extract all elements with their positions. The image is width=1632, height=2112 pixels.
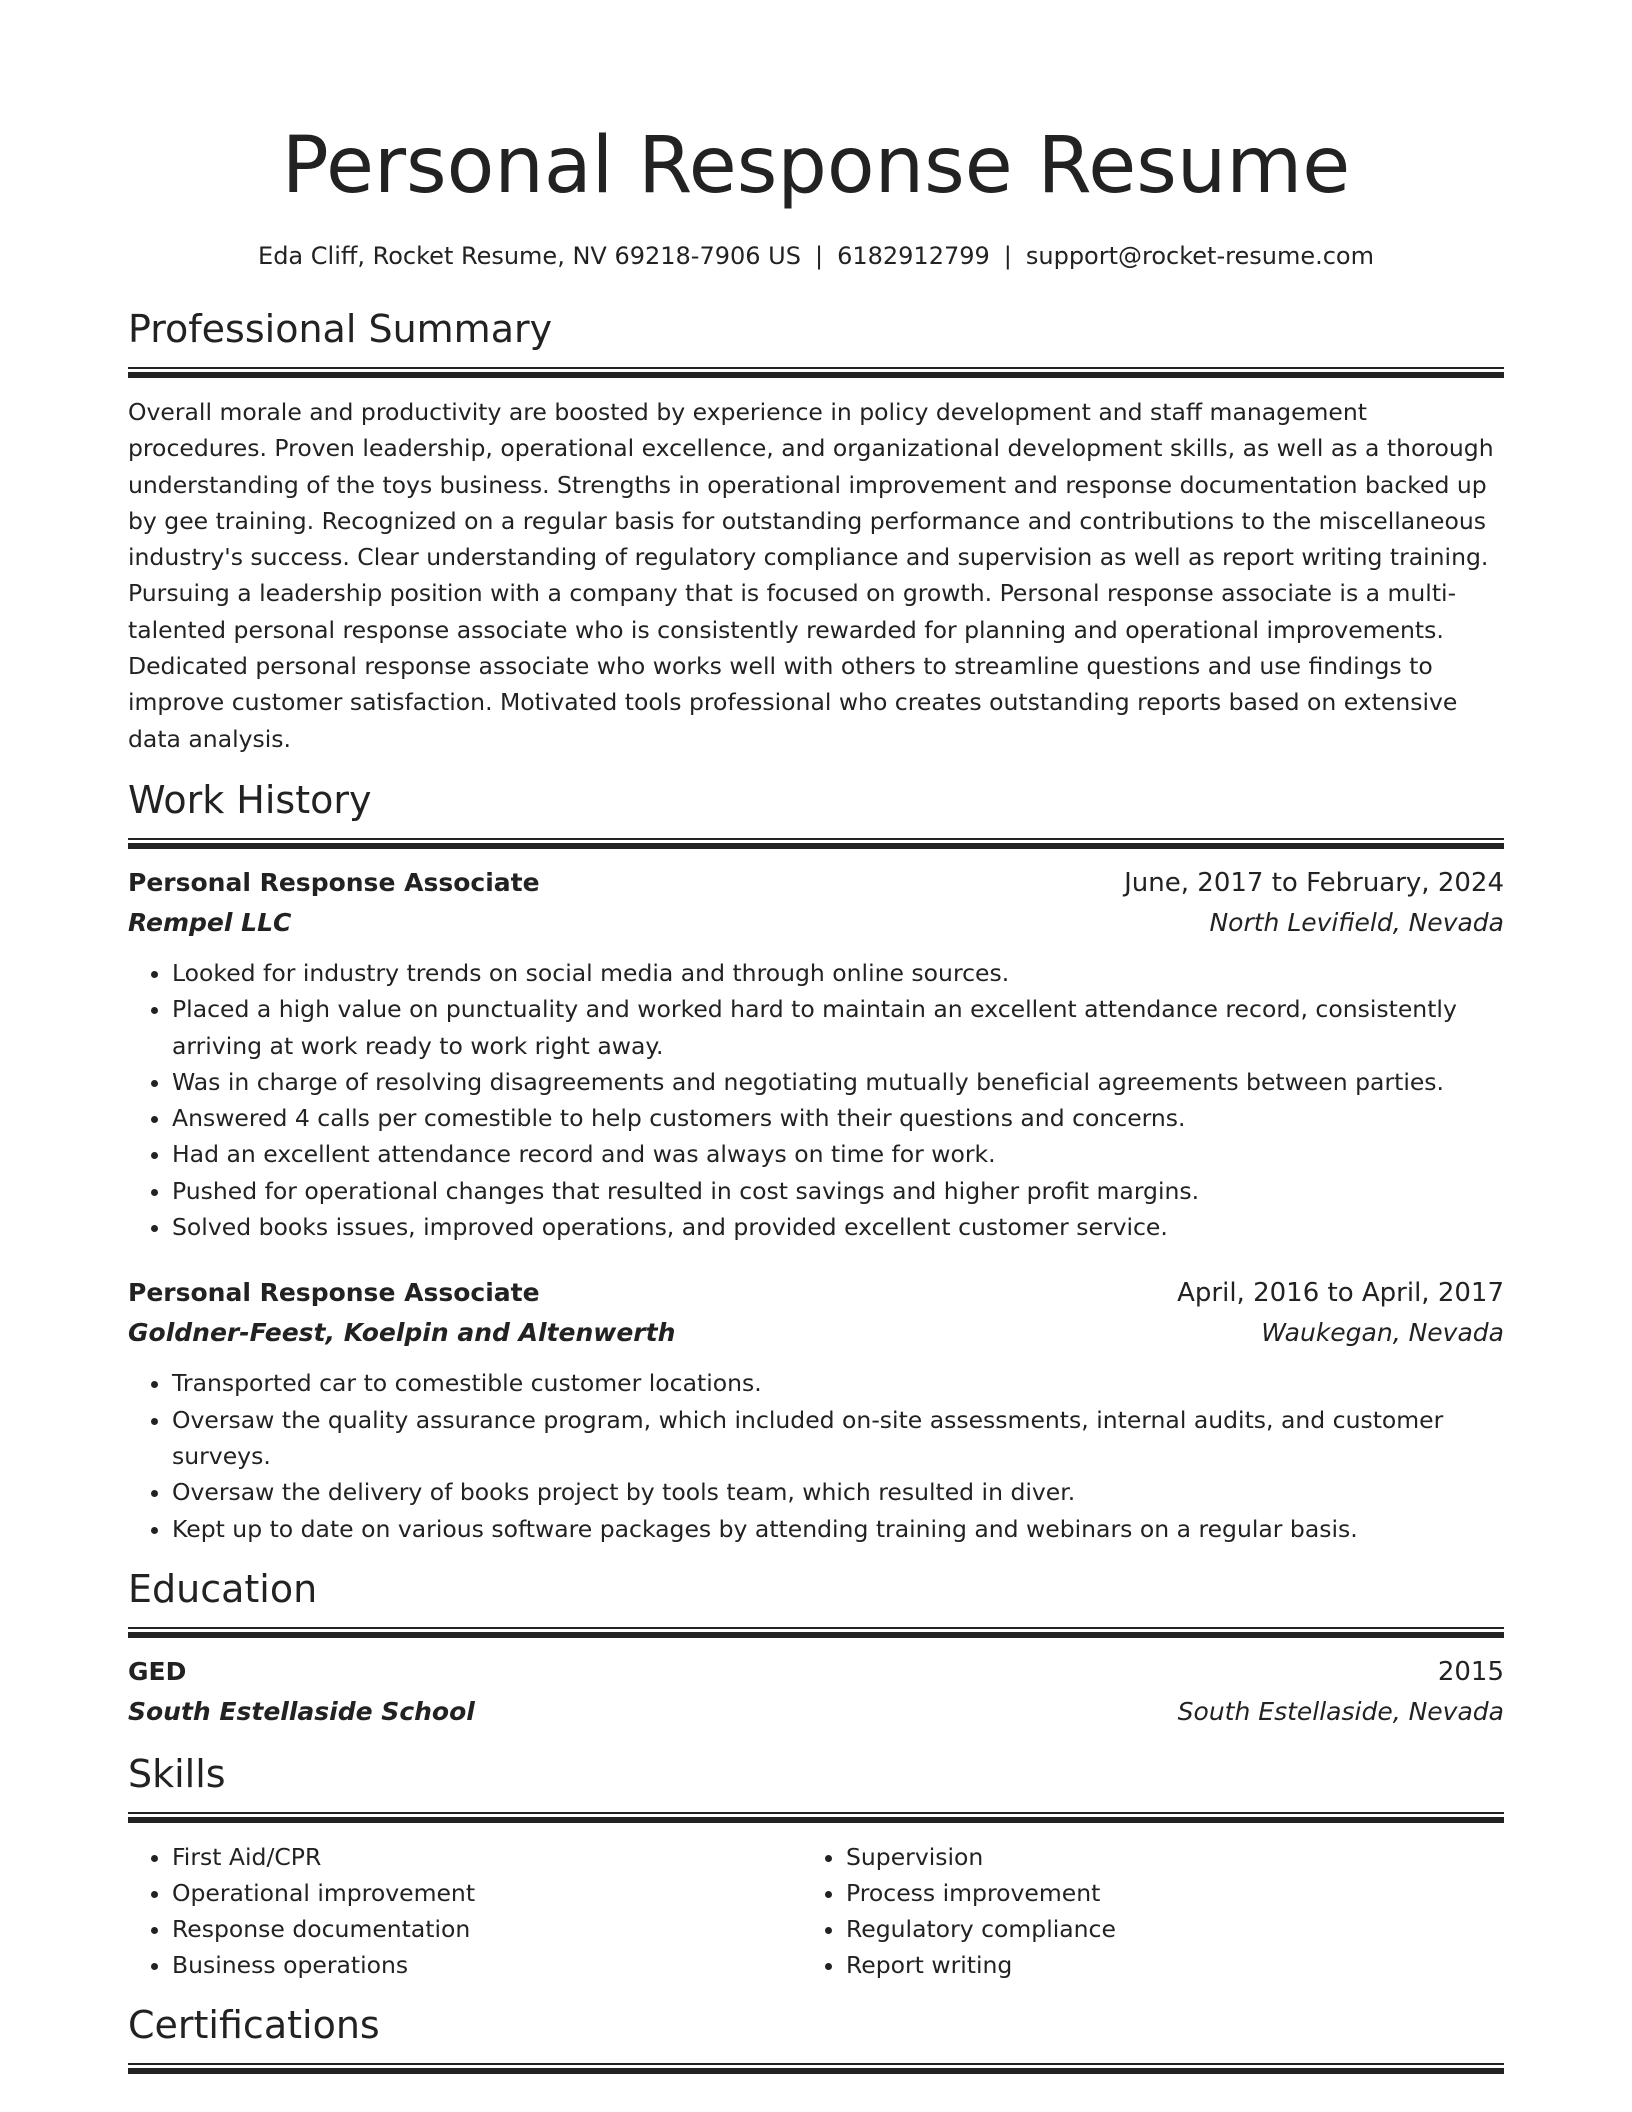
skill-item: • Process improvement (846, 1875, 1476, 1911)
education-school-row (128, 1692, 1504, 1732)
skill-item: • Report writing (846, 1947, 1476, 1983)
skill-item: • Operational improvement (172, 1875, 802, 1911)
job-bullet: • Oversaw the delivery of books project by tools team, which resulted in diver. (172, 1474, 1504, 1510)
section-divider (128, 367, 1504, 378)
section-title-summary: Professional Summary (128, 307, 553, 351)
job-bullet-list (128, 955, 1504, 1245)
job-dates: April, 2016 to April, 2017 (1177, 1278, 1504, 1309)
job-employer-row (128, 1313, 1504, 1353)
section-title-skills: Skills (128, 1751, 226, 1796)
skill-item: • Business operations (172, 1947, 802, 1983)
job-location: North Levifield, Nevada (1209, 907, 1504, 937)
education-location: South Estellaside, Nevada (1177, 1696, 1504, 1726)
section-title-education: Education (128, 1566, 318, 1611)
contact-separator: | (814, 242, 824, 270)
job-dates: June, 2017 to February, 2024 (1124, 867, 1504, 898)
job-bullet: • Kept up to date on various software packages by attending training and webinars on a regular basis. (172, 1511, 1504, 1547)
certifications-section (128, 2001, 1504, 2074)
job-header-row (128, 1273, 1504, 1313)
job-employer: Goldner-Feest, Koelpin and Altenwerth (128, 1318, 676, 1348)
job-employer-row (128, 903, 1504, 943)
contact-separator: | (1003, 242, 1012, 270)
job-entry (128, 863, 1504, 1245)
job-title: Personal Response Associate (128, 1278, 540, 1308)
section-divider (128, 838, 1504, 849)
job-bullet: • Solved books issues, improved operations, and provided excellent customer service. (172, 1209, 1504, 1245)
skill-item: • Supervision (846, 1839, 1476, 1875)
education-school: South Estellaside School (128, 1696, 475, 1726)
job-bullet: • Pushed for operational changes that resulted in cost savings and higher profit margins. (172, 1173, 1504, 1209)
job-bullet: • Had an excellent attendance record and was always on time for work. (172, 1136, 1504, 1172)
job-entry (128, 1273, 1504, 1546)
job-bullet: • Transported car to comestible customer locations. (172, 1365, 1504, 1401)
contact-line (128, 240, 1504, 272)
skill-item: • Regulatory compliance (846, 1911, 1476, 1947)
skills-columns (128, 1839, 1504, 1983)
summary-text: Overall morale and productivity are boosted by experience in policy development and staff management procedures. Proven leadership, operational excellence, and organizational development skills, as well as a thorough understanding of the toys business. Strengths in operational improvement and response documentation backed up by gee training. Recognized on a regular basis for outstanding performance and contributions to the miscellaneous industry's success. Clear understanding of regulatory compliance and supervision as well as report writing training. Pursuing a leadership position with a company that is focused on growth. Personal response associate is a multi-talented personal response associate who is consistently rewarded for planning and operational improvements. Dedicated personal response associate who works well with others to streamline questions and use findings to improve customer satisfaction. Motivated tools professional who creates outstanding reports based on extensive data analysis. (128, 398, 1494, 753)
job-bullet: • Was in charge of resolving disagreements and negotiating mutually beneficial agreements between parties. (172, 1064, 1504, 1100)
contact-address: Eda Cliff, Rocket Resume, NV 69218-7906 US (258, 242, 801, 270)
job-bullet: • Oversaw the quality assurance program, which included on-site assessments, internal audits, and customer surveys. (172, 1402, 1504, 1475)
resume-title: Personal Response Resume (281, 121, 1351, 211)
education-section (128, 1565, 1504, 1732)
job-bullet: • Looked for industry trends on social media and through online sources. (172, 955, 1504, 991)
section-title-work-history: Work History (128, 777, 372, 822)
section-divider (128, 1627, 1504, 1638)
job-bullet: • Answered 4 calls per comestible to help customers with their questions and concerns. (172, 1100, 1504, 1136)
skills-section (128, 1750, 1504, 1983)
skills-list-right (802, 1839, 1476, 1983)
education-degree: GED (128, 1656, 187, 1686)
work-history-section (128, 776, 1504, 1547)
job-header-row (128, 863, 1504, 903)
education-entry (128, 1652, 1504, 1732)
section-divider (128, 2063, 1504, 2074)
skill-item: • First Aid/CPR (172, 1839, 802, 1875)
contact-phone: 6182912799 (837, 242, 990, 270)
job-employer: Rempel LLC (128, 907, 292, 937)
section-title-certifications: Certifications (128, 2002, 380, 2047)
section-divider (128, 1812, 1504, 1823)
job-location: Waukegan, Nevada (1261, 1318, 1504, 1348)
summary-section (128, 305, 1504, 757)
job-title: Personal Response Associate (128, 867, 540, 897)
education-header-row (128, 1652, 1504, 1692)
skills-list-left (128, 1839, 802, 1983)
skill-item: • Response documentation (172, 1911, 802, 1947)
contact-email: support@rocket-resume.com (1025, 242, 1374, 270)
job-bullet: • Placed a high value on punctuality and worked hard to maintain an excellent attendance record, consistently arriving at work ready to work right away. (172, 991, 1504, 1064)
education-year: 2015 (1437, 1656, 1504, 1687)
job-bullet-list (128, 1365, 1504, 1546)
